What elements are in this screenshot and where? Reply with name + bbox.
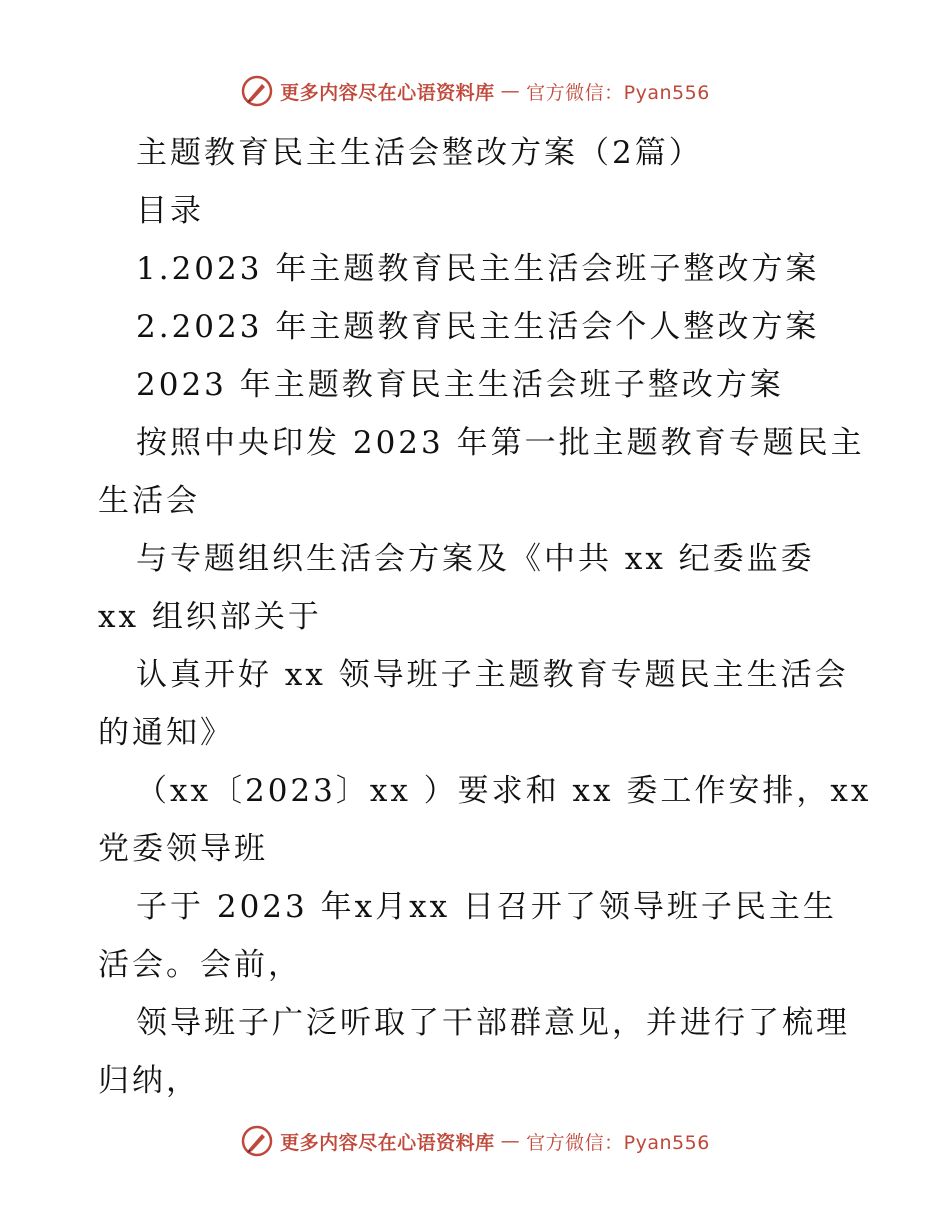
header-watermark <box>0 74 950 108</box>
paragraph-line: （xx〔2023〕xx ）要求和 xx 委工作安排，xx <box>136 773 872 809</box>
pen-logo-icon <box>240 74 274 108</box>
paragraph-line: 党委领导班 <box>98 831 268 867</box>
paragraph-line: xx 组织部关于 <box>98 599 322 635</box>
paragraph-line: 按照中央印发 2023 年第一批主题教育专题民主 <box>136 425 865 461</box>
document-body <box>98 124 872 1110</box>
footer-watermark <box>0 1124 950 1158</box>
paragraph-line: 活会。会前， <box>98 947 302 983</box>
paragraph-line: 子于 2023 年x月xx 日召开了领导班子民主生 <box>136 889 837 925</box>
toc-item-1: 1.2023 年主题教育民主生活会班子整改方案 <box>136 251 820 287</box>
paragraph-line: 生活会 <box>98 483 200 519</box>
watermark-title: 更多内容尽在心语资料库 <box>280 1131 495 1154</box>
paragraph-line: 归纳， <box>98 1063 200 1099</box>
watermark-title: 更多内容尽在心语资料库 <box>280 81 495 104</box>
toc-heading: 目录 <box>136 193 204 229</box>
paragraph-line: 与专题组织生活会方案及《中共 xx 纪委监委 <box>136 541 815 577</box>
watermark-account: 官方微信：Pyan556 <box>526 1131 710 1154</box>
pen-logo-icon <box>240 1124 274 1158</box>
paragraph-line: 领导班子广泛听取了干部群意见，并进行了梳理 <box>136 1005 850 1041</box>
watermark-account: 官方微信：Pyan556 <box>526 81 710 104</box>
paragraph-line: 的通知》 <box>98 715 234 751</box>
toc-item-2: 2.2023 年主题教育民主生活会个人整改方案 <box>136 309 820 345</box>
watermark-separator: — <box>500 1130 521 1152</box>
paragraph-line: 认真开好 xx 领导班子主题教育专题民主生活会 <box>136 657 849 693</box>
document-title: 主题教育民主生活会整改方案（2篇） <box>136 135 703 171</box>
section-heading: 2023 年主题教育民主生活会班子整改方案 <box>136 367 784 403</box>
watermark-separator: — <box>500 80 521 102</box>
